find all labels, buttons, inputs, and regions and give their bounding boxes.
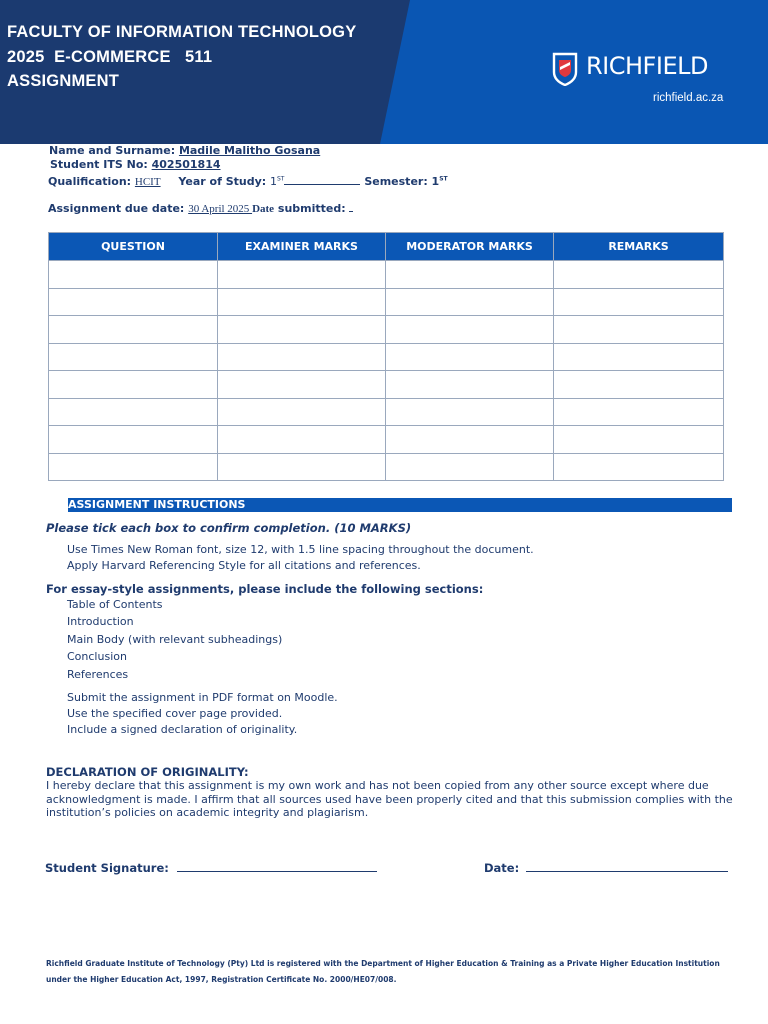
year-label: Year of Study: (178, 175, 267, 188)
table-cell[interactable] (218, 398, 386, 426)
table-row (49, 398, 724, 426)
due-date-row (48, 202, 353, 215)
name-label: Name and Surname: (49, 144, 176, 157)
table-cell[interactable] (554, 288, 724, 316)
table-row (49, 316, 724, 344)
qualification-value: HCIT (134, 176, 161, 188)
header-moderator-marks: MODERATOR MARKS (386, 233, 554, 261)
table-cell[interactable] (386, 426, 554, 454)
table-cell[interactable] (386, 288, 554, 316)
section-item: References (67, 668, 129, 681)
table-row (49, 261, 724, 289)
section-item: Table of Contents (67, 598, 163, 611)
its-row (50, 158, 221, 171)
year-value: 1ST (270, 175, 285, 188)
instruction-referencing: Apply Harvard Referencing Style for all citations and references. (67, 559, 421, 572)
instructions-heading: ASSIGNMENT INSTRUCTIONS (68, 498, 732, 512)
date-submitted-blank (349, 211, 353, 212)
table-cell[interactable] (386, 316, 554, 344)
faculty-title: FACULTY OF INFORMATION TECHNOLOGY 2025 E-COMMERCE 511 ASSIGNMENT (7, 23, 357, 90)
submission-item: Submit the assignment in PDF format on Moodle. (67, 691, 338, 704)
table-cell[interactable] (386, 371, 554, 399)
date-label: Date: (484, 861, 520, 875)
header-banner (0, 0, 768, 144)
name-row (49, 144, 320, 157)
table-cell[interactable] (386, 398, 554, 426)
date-submitted-label-1: Date (252, 203, 275, 215)
table-cell[interactable] (218, 343, 386, 371)
name-value: Madile Malitho Gosana (178, 144, 321, 157)
marks-table-header (49, 233, 724, 261)
student-signature-line[interactable] (177, 871, 377, 872)
header-question: QUESTION (49, 233, 218, 261)
table-cell[interactable] (49, 371, 218, 399)
table-cell[interactable] (554, 261, 724, 289)
table-cell[interactable] (218, 288, 386, 316)
section-item: Introduction (67, 615, 134, 628)
table-cell[interactable] (554, 343, 724, 371)
declaration-body: I hereby declare that this assignment is my own work and has not been copied from any other source except where due acknowledgment is made. I affirm that all sources used have been properly cited and that this submission complies with the institution’s policies on academic integrity and plagiarism. (46, 779, 733, 819)
table-cell[interactable] (386, 453, 554, 481)
submission-item: Include a signed declaration of originality. (67, 723, 298, 736)
table-cell[interactable] (554, 453, 724, 481)
richfield-logo (552, 52, 732, 112)
table-cell[interactable] (49, 343, 218, 371)
table-row (49, 453, 724, 481)
due-date-value: 30 April 2025 (188, 203, 253, 215)
semester-label: Semester: 1ST (364, 175, 448, 188)
table-cell[interactable] (218, 426, 386, 454)
table-cell[interactable] (49, 453, 218, 481)
table-cell[interactable] (49, 426, 218, 454)
table-cell[interactable] (218, 261, 386, 289)
table-cell[interactable] (554, 398, 724, 426)
table-row (49, 371, 724, 399)
table-row (49, 426, 724, 454)
table-cell[interactable] (218, 453, 386, 481)
table-row (49, 343, 724, 371)
its-label: Student ITS No: (50, 158, 148, 171)
brand-url: richfield.ac.za (653, 92, 724, 104)
table-cell[interactable] (386, 343, 554, 371)
table-cell[interactable] (386, 261, 554, 289)
year-blank (284, 184, 360, 185)
registration-footer: Richfield Graduate Institute of Technology (Pty) Ltd is registered with the Department of Higher Education & Training as a Private Higher Education Institution under the Higher Education Act, 1997, Registration Certificate No. 2000/HE07/008. (46, 959, 720, 984)
header-remarks: REMARKS (554, 233, 724, 261)
section-item: Conclusion (67, 650, 127, 663)
student-signature-label: Student Signature: (45, 861, 169, 875)
date-submitted-label-2: submitted: (274, 202, 346, 215)
shield-icon (552, 52, 578, 86)
table-cell[interactable] (49, 261, 218, 289)
date-line[interactable] (526, 871, 728, 872)
header-examiner-marks: EXAMINER MARKS (218, 233, 386, 261)
tick-note: Please tick each box to confirm completion. (10 MARKS) (46, 521, 412, 535)
table-cell[interactable] (49, 398, 218, 426)
table-cell[interactable] (218, 371, 386, 399)
instruction-font: Use Times New Roman font, size 12, with 1.5 line spacing throughout the document. (67, 543, 534, 556)
qualification-row (48, 175, 448, 188)
table-row (49, 288, 724, 316)
table-cell[interactable] (554, 371, 724, 399)
table-cell[interactable] (554, 426, 724, 454)
its-value: 402501814 (151, 158, 221, 171)
declaration-heading: DECLARATION OF ORIGINALITY: (46, 765, 249, 779)
due-date-label: Assignment due date: (48, 202, 185, 215)
brand-name: RICHFIELD (586, 52, 708, 80)
table-cell[interactable] (49, 316, 218, 344)
submission-item: Use the specified cover page provided. (67, 707, 283, 720)
table-cell[interactable] (218, 316, 386, 344)
table-cell[interactable] (554, 316, 724, 344)
section-item: Main Body (with relevant subheadings) (67, 633, 283, 646)
table-cell[interactable] (49, 288, 218, 316)
marks-table (48, 232, 724, 481)
essay-heading: For essay-style assignments, please include the following sections: (46, 582, 484, 596)
qualification-label: Qualification: (48, 175, 132, 188)
